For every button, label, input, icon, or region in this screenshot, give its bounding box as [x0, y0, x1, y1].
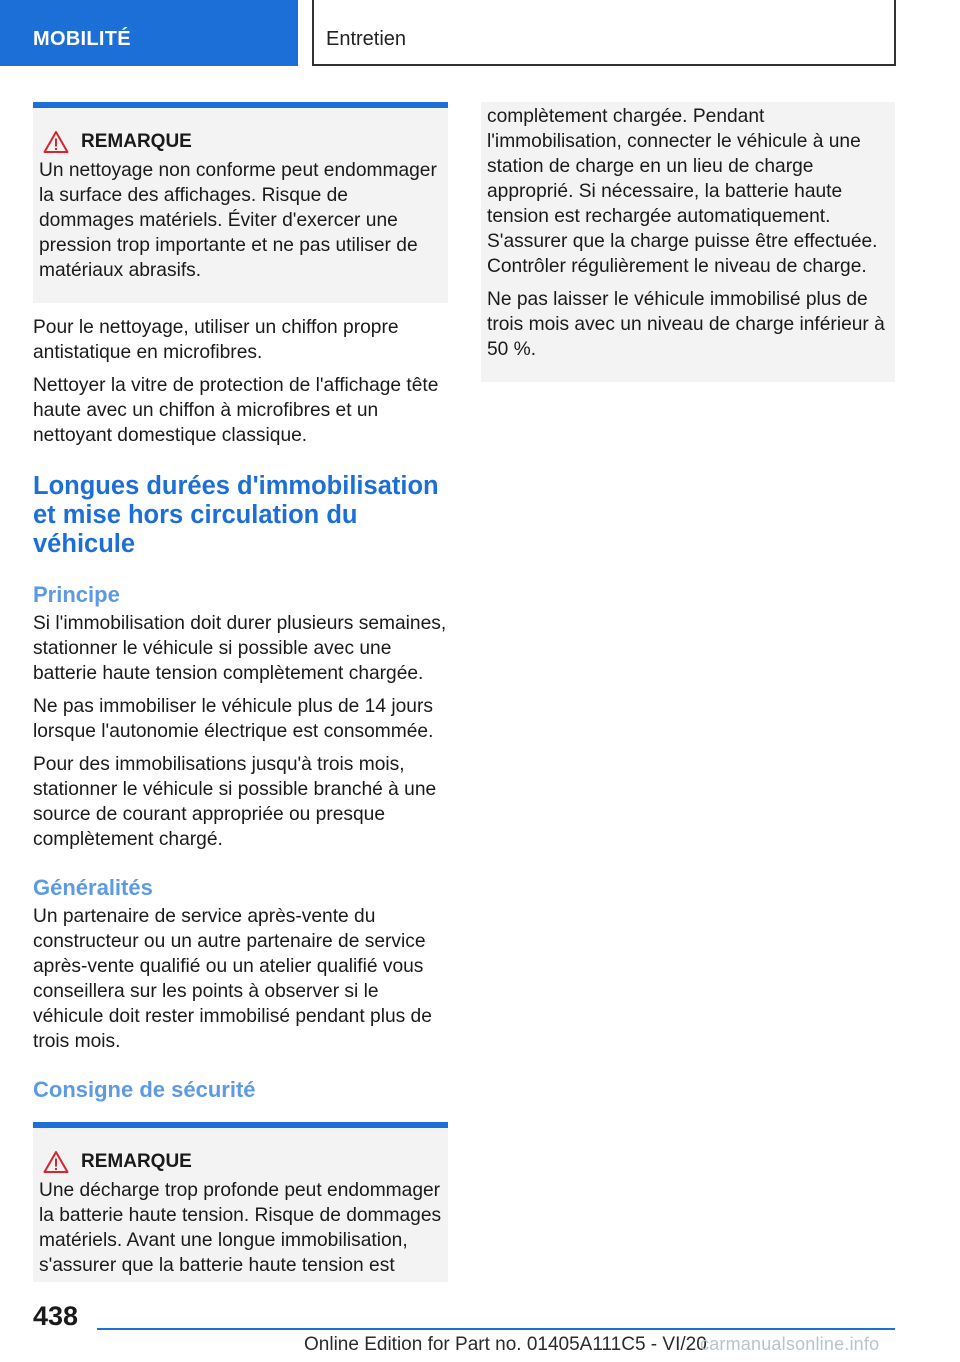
footer-divider [97, 1328, 895, 1330]
left-column [33, 102, 448, 1282]
notice-box-continued [481, 102, 895, 382]
paragraph: Pour des immobilisations jusqu'à trois mois, stationner le véhicule si possible branché à une source de courant appropriée ou presque complètement chargé. [33, 754, 437, 850]
paragraph: Ne pas immobiliser le véhicule plus de 14 jours lorsque l'autonomie électrique est consommée. [33, 696, 434, 742]
section-title: MOBILITÉ [33, 28, 131, 50]
paragraph: Pour le nettoyage, utiliser un chiffon propre antistatique en microfibres. [33, 317, 399, 363]
section-heading: Longues durées d'immobilisation et mise hors circulation du véhicule [33, 472, 439, 558]
warning-icon [43, 130, 69, 154]
notice-text: complètement chargée. Pendant l'immobilisation, connecter le véhicule à une station de charge en un lieu de charge approprié. Si nécessaire, la batterie haute tension est rechargée automatiquement. S'assurer que la charge puisse être effectuée. Contrôler régulièrement le niveau de charge. [487, 106, 878, 277]
page-header [0, 0, 960, 66]
notice-text: Un nettoyage non conforme peut endommager la surface des affichages. Risque de dommages matériels. Éviter d'exercer une pression trop importante et ne pas utiliser de matériaux abrasifs. [39, 160, 437, 281]
chapter-tab [312, 0, 896, 66]
subheading-generalites: Généralités [33, 875, 153, 900]
chapter-title: Entretien [326, 28, 407, 50]
notice-title: REMARQUE [81, 1151, 192, 1172]
notice-box [33, 1122, 448, 1282]
subheading-principe: Principe [33, 582, 120, 607]
notice-title: REMARQUE [81, 131, 192, 152]
subheading-securite: Consigne de sécurité [33, 1077, 256, 1102]
edition-text: Online Edition for Part no. 01405A111C5 - VI/20 [304, 1334, 707, 1355]
right-column [481, 102, 895, 382]
notice-text: Ne pas laisser le véhicule immobilisé plus de trois mois avec un niveau de charge inférieur à 50 %. [487, 289, 885, 360]
paragraph: Si l'immobilisation doit durer plusieurs semaines, stationner le véhicule si possible avec une batterie haute tension complètement chargée. [33, 613, 447, 684]
paragraph: Nettoyer la vitre de protection de l'affichage tête haute avec un chiffon à microfibres et un nettoyant domestique classique. [33, 375, 439, 446]
page-number: 438 [33, 1301, 79, 1331]
notice-text: Une décharge trop profonde peut endommager la batterie haute tension. Risque de dommages matériels. Avant une longue immobilisation, s'assurer que la batterie haute tension est [39, 1180, 442, 1276]
notice-box [33, 102, 448, 303]
watermark: carmanualsonline.info [700, 1334, 880, 1354]
warning-icon [43, 1150, 69, 1174]
paragraph: Un partenaire de service après-vente du constructeur ou un autre partenaire de service après-vente qualifié ou un atelier qualifié vous conseillera sur les points à observer si le véhicule doit rester immobilisé pendant plus de trois mois. [33, 906, 432, 1052]
section-tab [0, 0, 298, 66]
